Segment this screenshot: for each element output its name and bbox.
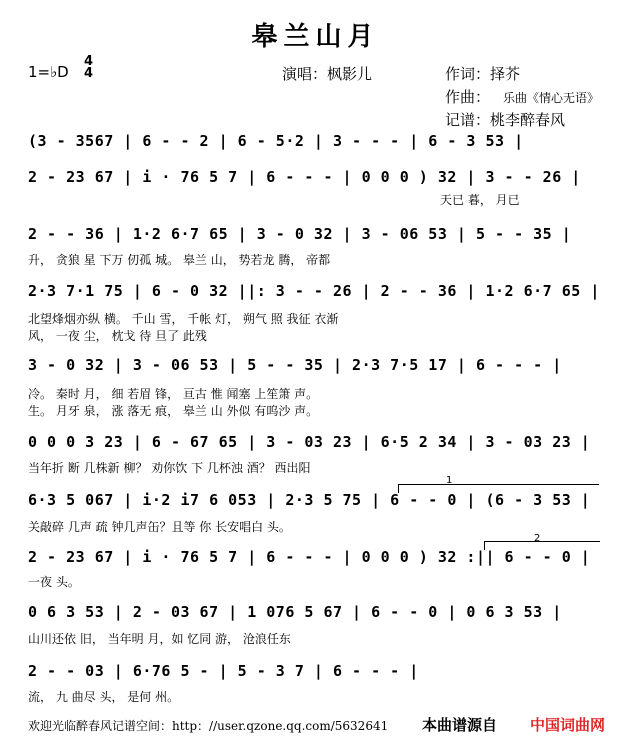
notation-row-5: 3 - 0 32 | 3 - 06 53 | 5 - - 35 | 2·3 7·5 17 | 6 - - - |: [28, 356, 562, 374]
composer-credit-value: 乐曲《情心无语》: [503, 91, 600, 105]
notation-row-10: 2 - - 03 | 6·76 5 - | 5 - 3 7 | 6 - - - |: [28, 662, 419, 680]
lyric-row-7: 关敲碎 几声 疏 钟几声缶？且等 你 长安唱白 头。: [28, 520, 291, 534]
lyric-row-8: 一夜 头。: [28, 575, 80, 589]
time-sig-top: 4: [84, 54, 94, 69]
lyric-row-9: 山川还依 旧， 当年明 月，如 忆同 游， 沧浪任东: [28, 632, 291, 646]
notation-row-3: 2 - - 36 | 1·2 6·7 65 | 3 - 0 32 | 3 - 06 53 | 5 - - 35 |: [28, 225, 572, 243]
notation-row-8: 2 - 23 67 | i · 76 5 7 | 6 - - - | 0 0 0 ) 32 :|| 6 - - 0 |: [28, 548, 591, 566]
lyricist-credit: 作词：择芥: [445, 65, 521, 83]
notation-row-4: 2·3 7·1 75 | 6 - 0 32 ||: 3 - - 26 | 2 - - 36 | 1·2 6·7 65 |: [28, 282, 600, 300]
time-signature: [84, 56, 93, 80]
footer-link-text: 欢迎光临醉春风记谱空间：http：//user.qzone.qq.com/5632641: [28, 719, 389, 733]
notation-row-7: 6·3 5 067 | i·2 i7 6 053 | 2·3 5 75 | 6 - - 0 | (6 - 3 53 |: [28, 491, 591, 509]
lyric-row-5a: 冷。 秦时 月， 细 若眉 锋， 亘古 惟 闻塞 上笙箫 声。: [28, 387, 319, 401]
lyric-row-5b: 生。 月牙 泉， 涨 落无 痕， 皋兰 山 外似 有呜沙 声。: [28, 404, 319, 418]
brand-watermark: 中国词曲网: [530, 716, 606, 734]
first-ending-label: 1: [446, 475, 453, 486]
notation-row-9: 0 6 3 53 | 2 - 03 67 | 1 076 5 67 | 6 - - 0 | 0 6 3 53 |: [28, 603, 562, 621]
notation-row-1: (3 - 3567 | 6 - - 2 | 6 - 5·2 | 3 - - - | 6 - 3 53 |: [28, 132, 524, 150]
key-signature: 1=♭D: [28, 63, 69, 81]
lyric-row-4a: 北望烽烟亦纵 横。 千山 雪， 千帐 灯， 朔气 照 我征 衣渐: [28, 312, 339, 326]
transcriber-credit: 记谱：桃李醉春风: [445, 111, 566, 129]
time-sig-bottom: 4: [84, 66, 94, 81]
notation-row-2: 2 - 23 67 | i · 76 5 7 | 6 - - - | 0 0 0 ) 32 | 3 - - 26 |: [28, 168, 581, 186]
source-text: 本曲谱源自: [422, 716, 498, 734]
lyric-row-4b: 风， 一夜 尘， 枕戈 待 旦了 此残: [28, 329, 207, 343]
lyric-row-6: 当年折 断 几株新 柳？ 劝你饮 下 几杯浊 酒？ 西出阳: [28, 461, 311, 475]
second-ending-label: 2: [534, 533, 541, 544]
composer-credit-label: 作曲：: [445, 88, 491, 106]
lyric-row-3: 升， 贪狼 星 下万 仞孤 城。 皋兰 山， 势若龙 腾， 帝都: [28, 253, 331, 267]
song-title: 皋兰山月: [251, 22, 380, 52]
singer-credit: 演唱：枫影儿: [282, 65, 373, 83]
notation-row-6: 0 0 0 3 23 | 6 - 67 65 | 3 - 03 23 | 6·5 2 34 | 3 - 03 23 |: [28, 433, 591, 451]
lyric-row-2: 天已 暮， 月已: [440, 193, 520, 207]
lyric-row-10: 流， 九 曲尽 头， 是何 州。: [28, 690, 180, 704]
